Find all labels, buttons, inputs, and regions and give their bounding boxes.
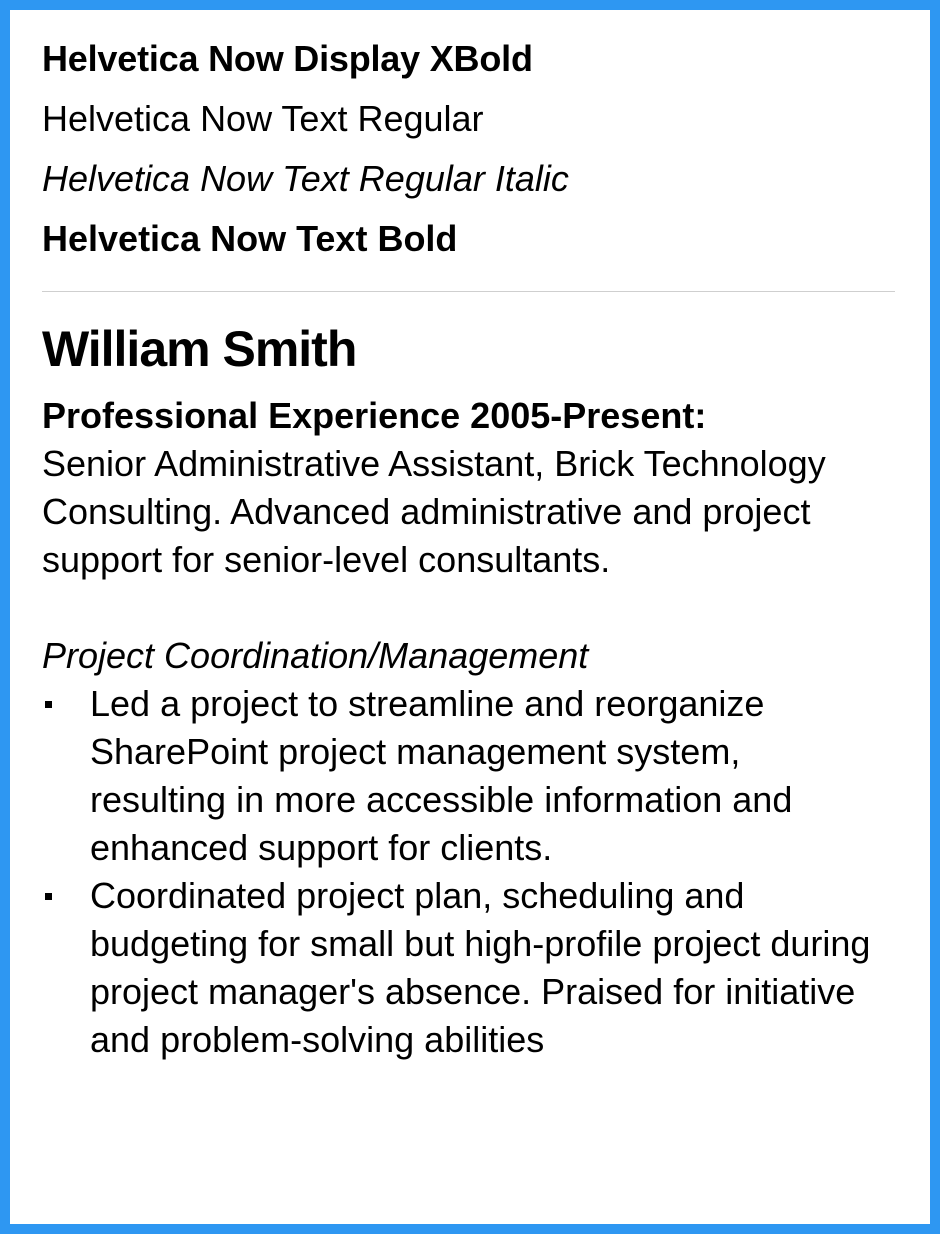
font-sample-text-regular: Helvetica Now Text Regular xyxy=(42,98,484,139)
project-bullet-item xyxy=(42,680,880,872)
section-divider xyxy=(42,291,895,292)
experience-summary: Senior Administrative Assistant, Brick Technology Consulting. Advanced administrative and project support for senior-level consultants. xyxy=(42,443,826,580)
experience-heading: Professional Experience 2005-Present: xyxy=(42,395,707,436)
font-sample-text-bold: Helvetica Now Text Bold xyxy=(42,218,458,259)
project-bullet-text: Coordinated project plan, scheduling and budgeting for small but high-profile project during project manager's absence. Praised for initiative and problem-solving abilities xyxy=(90,875,871,1060)
resume-name: William Smith xyxy=(42,321,357,377)
font-sample-list xyxy=(42,10,898,269)
font-sample-display-xbold: Helvetica Now Display XBold xyxy=(42,38,533,79)
document-content xyxy=(42,10,898,1064)
project-section-title: Project Coordination/Management xyxy=(42,635,589,676)
square-bullet-icon xyxy=(45,893,52,900)
square-bullet-icon xyxy=(45,701,52,708)
font-sample-text-regular-italic: Helvetica Now Text Regular Italic xyxy=(42,158,569,199)
project-bullet-list xyxy=(42,680,898,1064)
project-bullet-item xyxy=(42,872,880,1064)
project-bullet-text: Led a project to streamline and reorganize SharePoint project management system, resulting in more accessible information and enhanced support for clients. xyxy=(90,683,793,868)
